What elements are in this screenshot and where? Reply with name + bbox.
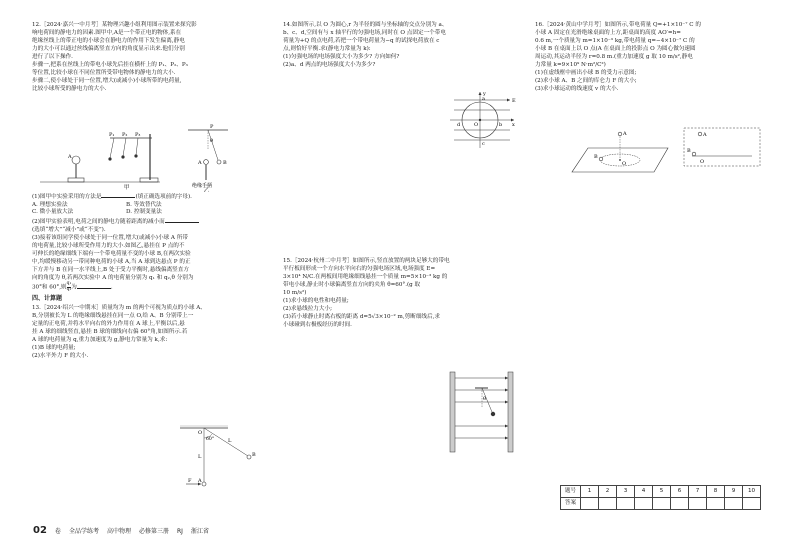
question-12: [32, 22, 268, 93]
q12-sub1-blank[interactable]: [101, 192, 135, 198]
answer-cell[interactable]: [581, 498, 599, 510]
q12-figure-jia: [40, 132, 160, 190]
q15-line: (3)若小球静止时离右板的距离 d=5√3×10⁻² m,剪断细线后,求: [283, 313, 440, 320]
q15-line: 平行板间形成一个方向水平向右的匀强电场区域,电场强度 E=: [283, 265, 436, 272]
q12-sub3-blank[interactable]: [77, 283, 111, 289]
q12-label-p1: P₁: [109, 132, 115, 138]
q12-sub2-tail: (选填“增大”“减小”或“不变”).: [32, 226, 106, 233]
q12-frac-bot: q₂: [66, 286, 72, 292]
answer-cell[interactable]: [599, 498, 617, 510]
q14-line: (2)a、d 两点的电场强度大小为多少?: [283, 61, 376, 68]
q12-choices-row2: [32, 209, 268, 216]
q12-sub2-blank[interactable]: [165, 217, 199, 223]
footer-item: 全品学练考: [68, 527, 99, 535]
column-left: [32, 22, 268, 94]
q12-line: 进行了以下操作.: [32, 53, 73, 60]
q15-line: (1)求小球的电性和电荷量;: [283, 297, 349, 304]
q14-label-e: E: [512, 98, 516, 104]
q12-line: 响电荷间的静电力的因素.图甲中,A是一个带正电的物体,系在: [32, 29, 182, 36]
q12-sub1: [32, 192, 268, 201]
q12-sub3-line: (3)接着该组同学使小球处于同一位置,增大(或减小)小球 A 所带: [32, 234, 188, 241]
q12-label-jia: 甲: [124, 185, 130, 190]
answer-table-number: 7: [689, 486, 707, 498]
q16-line: 小球 B 在桌面上以 O 点(A 在桌面上的投影点 O 为圆心做匀速圆: [535, 45, 696, 52]
q15-label-theta: θ: [483, 396, 487, 402]
answer-cell[interactable]: [743, 498, 761, 510]
q13-label-b: B: [252, 452, 256, 458]
q16-label-o: O: [622, 161, 627, 167]
q13-label-l2: L: [228, 438, 232, 444]
q12-line: 步骤二,使小球处于同一位置,增大(或减小)小球所带的电荷量,: [32, 77, 182, 84]
q12-sub3-line: 下方并与 B 在同一水平线上,B 处于受力平衡时,悬线偏离竖直方: [32, 266, 189, 273]
q14-line: 荷量为+Q 的点电荷,若把一个带电荷量为−q 的试探电荷放在 c: [283, 37, 440, 44]
q13-label-o: O: [198, 430, 203, 436]
answer-cell[interactable]: [617, 498, 635, 510]
q14-label-d: d: [457, 122, 461, 128]
q12-sub3-line: 中,均缓慢移动另一带同种电荷的小球 A,当 A 球到达悬点 P 的正: [32, 258, 191, 265]
q13-line: 挂 A 球的细线竖直,悬挂 B 球的细线向右偏 60°角,如图所示.若: [32, 329, 188, 336]
q13-label-f: F: [188, 478, 192, 484]
q14-line: b、c、d,空间有与 x 轴平行的匀强电场,同时在 O 点固定一个带电: [283, 29, 446, 36]
q16-label-o2: O: [700, 159, 705, 165]
q12-figure-yi: [168, 120, 268, 192]
q15-line: 3×10⁴ N/C.在两板间用绝缘细线悬挂一个质量 m=5×10⁻³ kg 的: [283, 273, 448, 280]
q12-subquestions: [32, 192, 268, 361]
q16-line: (3)求小球运动的线速度 v 的大小.: [535, 85, 619, 92]
section-calc-title: 四、计算题: [32, 295, 63, 303]
answer-cell[interactable]: [671, 498, 689, 510]
answer-table-number: 6: [671, 486, 689, 498]
q12-sub3-last-tail: 为: [71, 284, 77, 291]
q14-label-c: c: [482, 141, 485, 147]
q16-figure-table: [568, 128, 678, 176]
q16-line: 小球 A 固定在光滑绝缘桌面的上方,距桌面的高度 AO′=h=: [535, 29, 681, 36]
q12-label-a: A: [68, 154, 72, 160]
q15-line: 15.［2024·杭州二中月考］如图所示,竖直放置的两块足够大的带电: [283, 258, 450, 264]
q12-frac-top: q₁: [66, 281, 72, 287]
answer-table-number: 5: [653, 486, 671, 498]
q12-label-b: B: [223, 160, 227, 166]
q12-line: 力的大小可以通过丝线偏离竖直方向的角度显示出来.他们分别: [32, 45, 185, 52]
q12-label-insulator: 绝缘手柄: [192, 183, 213, 189]
q15-figure: [440, 368, 525, 456]
q12-choice-b[interactable]: B. 等效替代法: [126, 201, 162, 208]
q13-line: (1)B 球的电荷量;: [32, 345, 76, 352]
q14-line: (1)匀强电场的电场强度大小为多少? 方向如何?: [283, 53, 400, 60]
q16-label-b: B: [594, 154, 598, 160]
answer-table-header-row: [561, 486, 761, 498]
footer-item: 高中物理: [106, 527, 131, 535]
q12-label-p3: P₃: [135, 132, 141, 138]
q12-sub3-last-text: 30°和 60°,则: [32, 284, 67, 291]
q12-sub2-text: (2)图甲实验表明,电荷之间的静电力随着距离的减小而: [32, 218, 165, 225]
page-number: 02: [33, 524, 47, 536]
q14-label-a: a: [482, 96, 485, 102]
q12-sub2: [32, 217, 268, 226]
answer-table-number: 1: [581, 486, 599, 498]
q12-line: 绝缘丝线上的带正电的小球会在静电力的作用下发生偏离,静电: [32, 37, 185, 44]
answer-table-number: 4: [635, 486, 653, 498]
q13-label-a: A: [198, 478, 202, 484]
answer-table: [560, 485, 761, 510]
q15-line: 小球碰到右极板经历的时间.: [283, 321, 352, 328]
q16-line: 0.6 m,一个质量为 m=1×10⁻³ kg,带电荷量 q=−4×10⁻⁷ C 的: [535, 37, 695, 44]
q14-label-o: O: [474, 122, 479, 128]
q13-line: A 球的电荷量为 q,重力加速度为 g,静电力常量为 k,求:: [32, 337, 168, 344]
q16-line: 16.［2024·黄山中学月考］如图所示,带电荷量 Q=+1×10⁻⁷ C 的: [535, 22, 701, 28]
answer-table-answer-row: [561, 498, 761, 510]
answer-table-number: 2: [599, 486, 617, 498]
question-16: [535, 22, 773, 94]
q14-label-y: y: [483, 91, 486, 97]
q12-label-theta: θ: [210, 138, 214, 144]
question-14: [283, 22, 523, 69]
q16-line: 周运动,其运动半径为 r=0.8 m.(重力加速度 g 取 10 m/s²,静电: [535, 53, 693, 60]
q16-line: (2)求小球 A、B 之间的库仑力 F 的大小;: [535, 77, 637, 84]
q13-figure: [168, 424, 268, 492]
q15-line: 带电小球,静止时小球偏离竖直方向的夹角 θ=60°.(g 取: [283, 281, 421, 288]
q14-line: 点,则恰好平衡.求(静电力常量为 k):: [283, 45, 371, 52]
q14-label-x: x: [512, 122, 515, 128]
q12-label-yi: 乙: [204, 188, 210, 192]
q12-choice-a[interactable]: A. 理想实验法: [32, 201, 68, 208]
q15-line: (2)求悬线拉力大小;: [283, 305, 332, 312]
q12-label-p2: P₂: [122, 132, 128, 138]
q12-sub3-last: 30°和 60°,则 $\frac{\text{q₁}}{\text{q₂}}$ 为 .: [32, 281, 113, 292]
footer-item: RJ: [176, 527, 183, 535]
answer-table-number: 8: [707, 486, 725, 498]
q14-figure: [448, 90, 518, 150]
answer-table-number: 9: [725, 486, 743, 498]
footer-item: 必修第三册: [138, 527, 169, 535]
q12-label-a-yi: A: [198, 160, 202, 166]
q12-label-p: P: [210, 124, 214, 130]
q13-line: (2)水平外力 F 的大小.: [32, 353, 89, 360]
q13-line: B,分别被长为 L 的绝缘细线悬挂在同一点 O,给 A、B 分别带上一: [32, 313, 194, 320]
answer-cell[interactable]: [707, 498, 725, 510]
q16-label-a: A: [623, 131, 627, 137]
answer-cell[interactable]: [653, 498, 671, 510]
answer-table-header-label: 题号: [561, 486, 581, 498]
answer-table-number: 10: [743, 486, 761, 498]
q16-line: (1)在虚线框中画出小球 B 的受力示意图;: [535, 69, 637, 76]
answer-cell[interactable]: [725, 498, 743, 510]
q16-figure-box: [682, 126, 764, 170]
answer-table-answer-label: 答案: [561, 498, 581, 510]
answer-cell[interactable]: [689, 498, 707, 510]
q12-sub1-tail: (填正确选项前的字母).: [135, 194, 192, 200]
q12-sub3-line: 可伸长的绝缘细线下端有一个带电荷量不变的小球 B,在两次实验: [32, 250, 191, 257]
q12-line: 步骤一,把系在丝线上的带电小球先后挂在横杆上的 P₁、P₂、P₃: [32, 61, 188, 68]
question-13: [32, 305, 268, 360]
page-footer: [33, 524, 209, 537]
answer-table-number: 3: [617, 486, 635, 498]
q16-label-b2: B: [687, 148, 691, 154]
footer-item: 卷: [54, 527, 61, 535]
q12-sub3-line: 的电荷量,比较小球所受作用力的大小.如图乙,悬挂在 P 点的不: [32, 242, 185, 249]
q13-label-angle: 60°: [206, 437, 215, 442]
q16-label-a2: A: [703, 132, 707, 138]
q12-sub1-text: (1)图甲中实验采用的方法是: [32, 194, 102, 200]
q13-line: 定量的正电荷,并将水平向右的外力作用在 A 球上,平衡以后,悬: [32, 321, 185, 328]
footer-item: 浙江省: [190, 527, 209, 535]
column-middle: [283, 22, 523, 70]
q12-sub3-line: 向的角度为 θ,若两次实验中 A 的电荷量分别为 q₁ 和 q₂,θ 分别为: [32, 274, 194, 281]
q12-line: 12.［2024·嘉兴一中月考］某物理兴趣小组利用图示装置来探究影: [32, 22, 197, 28]
answer-cell[interactable]: [635, 498, 653, 510]
question-15: [283, 258, 523, 330]
q12-line: 比较小球所受的静电力的大小.: [32, 85, 107, 92]
q15-line: 10 m/s²): [283, 289, 307, 296]
q13-line: 13.［2024·绍兴一中期末］质量均为 m 的两个可视为质点的小球 A、: [32, 305, 206, 312]
q12-choice-c[interactable]: C. 微小量放大法: [32, 209, 74, 216]
q13-label-l1: L: [198, 454, 202, 460]
q16-line: 力常量 k=9×10⁹ N·m²/C²): [535, 61, 606, 68]
q12-choice-d[interactable]: D. 控制变量法: [126, 209, 162, 216]
q12-line: 等位置,比较小球在不同位置所受带电物体的静电力的大小.: [32, 69, 176, 76]
q14-line: 14.如图所示,以 O 为圆心,r 为半径的圆与坐标轴的交点分别为 a、: [283, 22, 448, 28]
q14-label-b: b: [499, 122, 503, 128]
